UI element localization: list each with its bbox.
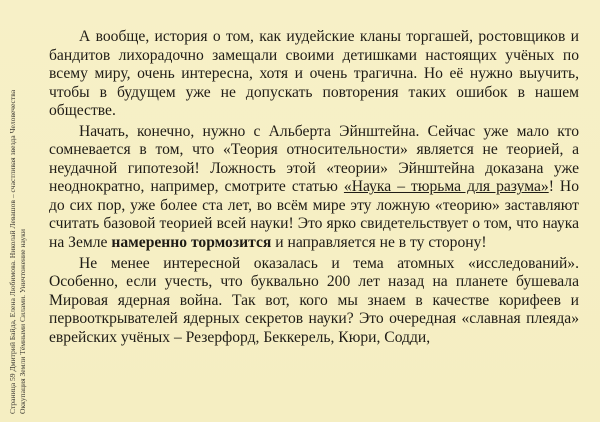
article-link[interactable]: «Наука – тюрьма для разума» bbox=[343, 178, 549, 196]
side-caption-line-2: Оккупация Земли Тёмными Силами. Уничтожение науки bbox=[18, 229, 27, 414]
body-text bbox=[49, 28, 579, 347]
paragraph-2-end: и направляется не в ту сторону! bbox=[271, 234, 487, 252]
paragraph-3: Не менее интересной оказалась и тема атомных «исследований». Особенно, если учесть, что буквально 200 лет назад на планете бушевала Мировая ядерная война. Так вот, кого мы знаем в качестве корифеев и первооткрывателей ядерных секретов науки? Это очередная «славная плеяда» еврейских учёных – Резерфорд, Беккерель, Кюри, Содди, bbox=[49, 254, 579, 346]
emphasis-bold: намеренно тормозится bbox=[111, 234, 272, 252]
paragraph-1: А вообще, история о том, как иудейские кланы торгашей, ростовщиков и бандитов лихорадочно замещали своими детишками настоящих учёных по всему миру, очень интересна, хотя и очень трагична. Но её нужно выучить, чтобы в будущем уже не допускать повторения таких ошибок в нашем обществе. bbox=[49, 28, 579, 120]
paragraph-2-intro: Начать, конечно, нужно с Альберта Эйнштейна. Сейчас уже мало кто сомневается в том, что «Теория относительности» является не теорией, а неудачной гипотезой! Ложность этой «теории» Эйнштейна доказана уже неоднократно, например, смотрите статью bbox=[49, 122, 579, 196]
paragraph-2-middle: ! Но до сих пор, уже более ста лет, во всём мире эту ложную «теорию» заставляют считать базовой теорией всей науки! Это ярко свидетельствует о том, что наука на Земле bbox=[49, 178, 579, 252]
paragraph-2 bbox=[49, 123, 579, 253]
side-caption bbox=[8, 0, 48, 422]
side-caption-text bbox=[8, 90, 28, 414]
side-caption-line-1: Страница 59 Дмитрий Байда, Елена Любимова. Николай Левашов – счастливая звезда Человечества bbox=[8, 89, 17, 414]
